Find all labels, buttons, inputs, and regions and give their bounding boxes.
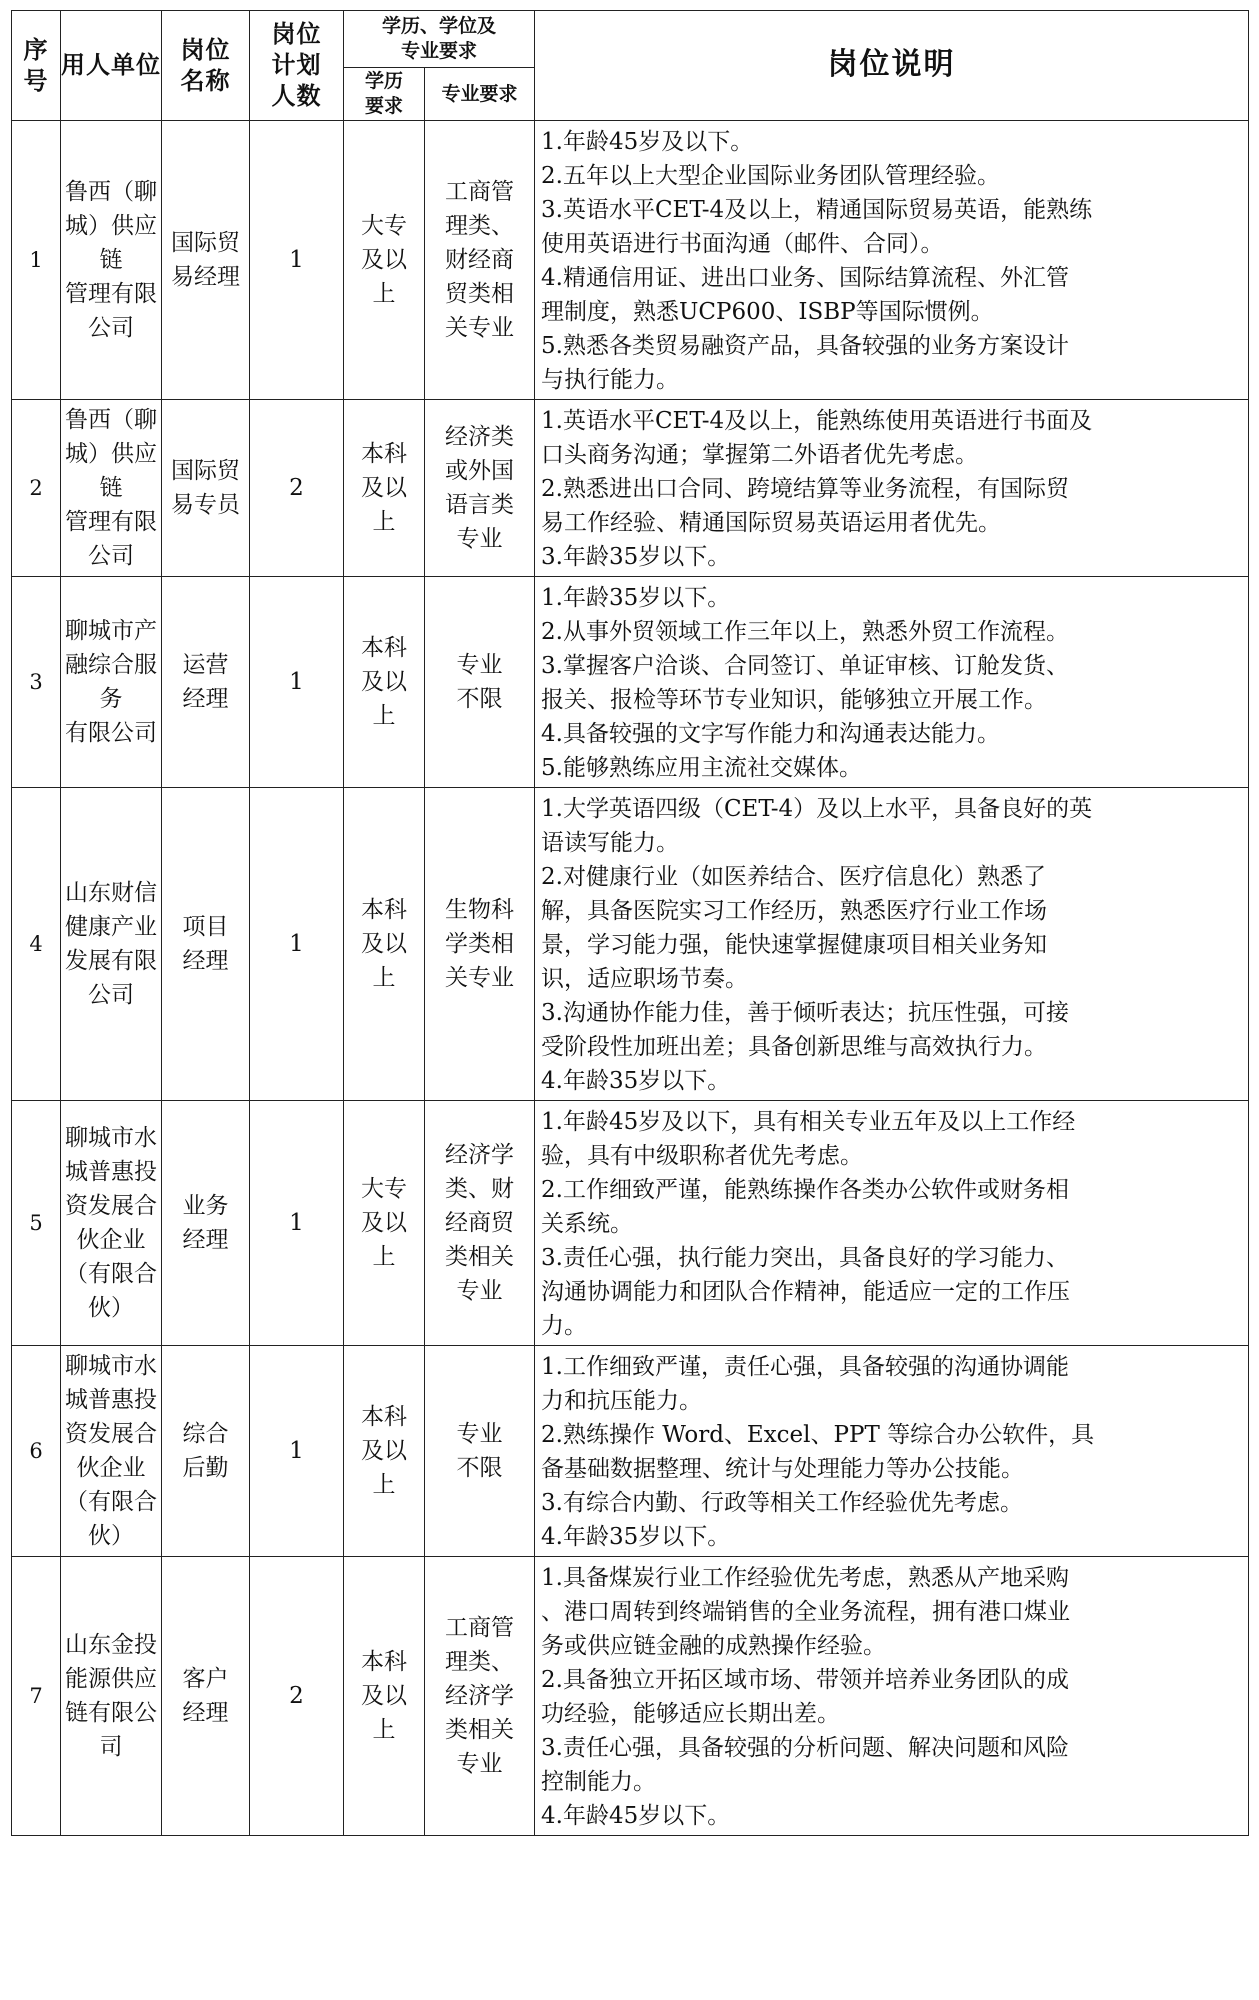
- cell-line: 山东金投: [65, 1632, 157, 1658]
- cell-line: 有限公司: [65, 720, 157, 746]
- cell-line: 山东财信: [65, 880, 157, 906]
- cell-line: 专业: [456, 1421, 503, 1447]
- cell-line: 上: [372, 281, 396, 307]
- cell-line: 本科: [361, 1404, 407, 1430]
- description-cell: [535, 121, 1249, 400]
- requirement-line: 1.年龄45岁及以下，具有相关专业五年及以上工作经: [541, 1109, 1076, 1135]
- cell-line: 本科: [361, 897, 407, 923]
- position-cell-lines: [171, 454, 240, 522]
- employer-cell: [61, 121, 162, 400]
- cell-line: 及以: [361, 931, 407, 957]
- cell-line: 伙企业: [76, 1227, 146, 1253]
- description-cell-lines: [541, 1561, 1070, 1833]
- major-cell: [425, 788, 535, 1101]
- major-cell: [425, 1101, 535, 1346]
- requirement-line: 3.责任心强，执行能力突出，具备良好的学习能力、: [541, 1245, 1069, 1271]
- table-row: [12, 1346, 1249, 1557]
- description-cell-lines: [541, 792, 1092, 1098]
- cell-line: 及以: [361, 475, 407, 501]
- description-cell: [535, 1346, 1249, 1557]
- seq-cell: 2: [12, 400, 61, 577]
- header-employer: 用人单位: [61, 11, 162, 121]
- cell-line: 健康产业: [65, 914, 157, 940]
- education-cell: [344, 121, 425, 400]
- cell-line: 务: [99, 686, 123, 712]
- cell-line: 理类、: [445, 213, 514, 239]
- requirement-line: 控制能力。: [541, 1769, 657, 1795]
- requirement-line: 3.沟通协作能力佳，善于倾听表达；抗压性强，可接: [541, 1000, 1069, 1026]
- cell-line: 专业: [456, 526, 503, 552]
- cell-line: 经理: [182, 686, 229, 712]
- cell-line: 易经理: [171, 264, 240, 290]
- header-major: 专业要求: [425, 68, 535, 121]
- description-cell-lines: [541, 1350, 1094, 1554]
- position-cell-lines: [183, 1662, 229, 1730]
- education-cell-lines: [361, 1172, 407, 1274]
- cell-line: 城普惠投: [65, 1159, 157, 1185]
- header-description: 岗位说明: [535, 11, 1249, 121]
- requirement-line: 1.大学英语四级（CET-4）及以上水平，具备良好的英: [541, 796, 1093, 822]
- cell-line: 综合: [182, 1421, 229, 1447]
- table-row: [12, 1557, 1249, 1836]
- cell-line: 及以: [361, 247, 407, 273]
- description-cell: [535, 1101, 1249, 1346]
- cell-line: 类相关: [445, 1717, 514, 1743]
- cell-line: 本科: [361, 635, 407, 661]
- requirement-line: 验，具有中级职称者优先考虑。: [541, 1143, 864, 1169]
- cell-line: 财经商: [445, 247, 514, 273]
- major-cell-lines: [445, 1138, 514, 1308]
- job-posting-table: [11, 10, 1249, 1836]
- description-cell-lines: [541, 1105, 1075, 1343]
- cell-line: 伙）: [88, 1295, 134, 1321]
- requirement-line: 2.工作细致严谨，能熟练操作各类办公软件或财务相: [541, 1177, 1069, 1203]
- cell-line: 上: [372, 703, 396, 729]
- table-row: [12, 121, 1249, 400]
- cell-line: 鲁西（聊: [65, 179, 157, 205]
- cell-line: 关专业: [445, 315, 514, 341]
- headcount-cell: 1: [250, 788, 344, 1101]
- table-row: [12, 1101, 1249, 1346]
- table-row: [12, 788, 1249, 1101]
- description-cell: [535, 788, 1249, 1101]
- cell-line: 不限: [456, 1455, 503, 1481]
- cell-line: 伙）: [88, 1523, 134, 1549]
- position-cell: [162, 121, 250, 400]
- major-cell: [425, 1557, 535, 1836]
- cell-line: 管理有限: [65, 281, 157, 307]
- cell-line: 公司: [88, 982, 134, 1008]
- cell-line: 经理: [182, 1700, 229, 1726]
- requirement-line: 3.掌握客户洽谈、合同签订、单证审核、订舱发货、: [541, 653, 1069, 679]
- headcount-cell: 1: [250, 1101, 344, 1346]
- header-seq: 序 号: [12, 11, 61, 121]
- education-cell-lines: [361, 209, 407, 311]
- cell-line: 大专: [361, 1176, 407, 1202]
- requirement-line: 、港口周转到终端销售的全业务流程，拥有港口煤业: [541, 1599, 1071, 1625]
- position-cell: [162, 577, 250, 788]
- position-cell: [162, 1101, 250, 1346]
- cell-line: 发展有限: [65, 948, 157, 974]
- position-cell: [162, 1557, 250, 1836]
- cell-line: 链有限公: [65, 1700, 157, 1726]
- headcount-cell: 2: [250, 1557, 344, 1836]
- cell-line: 上: [372, 1472, 396, 1498]
- education-cell-lines: [361, 437, 407, 539]
- requirement-line: 报关、报检等环节专业知识，能够独立开展工作。: [541, 687, 1048, 713]
- requirement-line: 关系统。: [541, 1211, 634, 1237]
- cell-line: 城普惠投: [65, 1387, 157, 1413]
- requirement-line: 4.年龄35岁以下。: [541, 1068, 731, 1094]
- cell-line: 理类、: [445, 1649, 514, 1675]
- requirement-line: 4.年龄35岁以下。: [541, 1524, 731, 1550]
- cell-line: 类相关: [445, 1244, 514, 1270]
- cell-line: 链: [99, 247, 123, 273]
- requirement-line: 4.精通信用证、进出口业务、国际结算流程、外汇管: [541, 265, 1069, 291]
- employer-cell: [61, 400, 162, 577]
- requirement-line: 解，具备医院实习工作经历，熟悉医疗行业工作场: [541, 898, 1048, 924]
- education-cell-lines: [361, 1400, 407, 1502]
- table-row: [12, 577, 1249, 788]
- cell-line: 国际贸: [171, 458, 240, 484]
- position-cell-lines: [183, 648, 229, 716]
- position-cell: [162, 400, 250, 577]
- cell-line: 聊城市水: [65, 1353, 157, 1379]
- education-cell-lines: [361, 631, 407, 733]
- cell-line: （有限合: [65, 1261, 157, 1287]
- cell-line: 经济类: [445, 424, 514, 450]
- cell-line: 专业: [456, 652, 503, 678]
- requirement-line: 1.英语水平CET-4及以上，能熟练使用英语进行书面及: [541, 408, 1093, 434]
- table-header: [12, 11, 1249, 121]
- employer-cell-lines: [65, 175, 157, 345]
- cell-line: 或外国: [445, 458, 514, 484]
- header-education: 学历 要求: [344, 68, 425, 121]
- cell-line: 项目: [182, 914, 229, 940]
- cell-line: 专业: [456, 1278, 503, 1304]
- requirement-line: 力和抗压能力。: [541, 1388, 703, 1414]
- cell-line: 学类相: [445, 931, 514, 957]
- major-cell-lines: [445, 893, 514, 995]
- requirement-line: 1.年龄35岁以下。: [541, 585, 731, 611]
- cell-line: 上: [372, 1244, 396, 1270]
- requirement-line: 5.熟悉各类贸易融资产品，具备较强的业务方案设计: [541, 333, 1069, 359]
- requirement-line: 与执行能力。: [541, 367, 680, 393]
- description-cell-lines: [541, 404, 1092, 574]
- cell-line: 公司: [88, 543, 134, 569]
- requirement-line: 受阶段性加班出差；具备创新思维与高效执行力。: [541, 1034, 1048, 1060]
- cell-line: 经济学: [445, 1142, 514, 1168]
- requirement-line: 3.英语水平CET-4及以上，精通国际贸易英语，能熟练: [541, 197, 1093, 223]
- description-cell: [535, 1557, 1249, 1836]
- employer-cell-lines: [65, 614, 157, 750]
- requirement-line: 2.五年以上大型企业国际业务团队管理经验。: [541, 163, 1000, 189]
- seq-cell: 6: [12, 1346, 61, 1557]
- cell-line: 运营: [182, 652, 229, 678]
- major-cell: [425, 577, 535, 788]
- major-cell-lines: [445, 420, 514, 556]
- education-cell-lines: [361, 893, 407, 995]
- major-cell: [425, 400, 535, 577]
- major-cell: [425, 1346, 535, 1557]
- requirement-line: 口头商务沟通；掌握第二外语者优先考虑。: [541, 442, 979, 468]
- cell-line: 能源供应: [65, 1666, 157, 1692]
- cell-line: 本科: [361, 1649, 407, 1675]
- cell-line: 国际贸: [171, 230, 240, 256]
- employer-cell: [61, 1101, 162, 1346]
- cell-line: 公司: [88, 315, 134, 341]
- position-cell-lines: [171, 226, 240, 294]
- employer-cell-lines: [65, 403, 157, 573]
- requirement-line: 4.年龄45岁以下。: [541, 1803, 731, 1829]
- cell-line: 及以: [361, 1683, 407, 1709]
- cell-line: 本科: [361, 441, 407, 467]
- requirement-line: 力。: [541, 1313, 588, 1339]
- position-cell-lines: [183, 910, 229, 978]
- cell-line: 业务: [182, 1193, 229, 1219]
- cell-line: 语言类: [445, 492, 514, 518]
- requirement-line: 使用英语进行书面沟通（邮件、合同）。: [541, 231, 944, 257]
- requirement-line: 理制度，熟悉UCP600、ISBP等国际惯例。: [541, 299, 994, 325]
- seq-cell: 7: [12, 1557, 61, 1836]
- position-cell: [162, 788, 250, 1101]
- employer-cell: [61, 788, 162, 1101]
- cell-line: 聊城市产: [65, 618, 157, 644]
- cell-line: 城）供应: [65, 213, 157, 239]
- position-cell: [162, 1346, 250, 1557]
- requirement-line: 2.对健康行业（如医养结合、医疗信息化）熟悉了: [541, 864, 1046, 890]
- header-position: 岗位 名称: [162, 11, 250, 121]
- cell-line: 及以: [361, 669, 407, 695]
- requirement-line: 1.具备煤炭行业工作经验优先考虑，熟悉从产地采购: [541, 1565, 1069, 1591]
- requirement-line: 2.熟练操作 Word、Excel、PPT 等综合办公软件，具: [541, 1422, 1095, 1448]
- cell-line: 资发展合: [65, 1421, 157, 1447]
- cell-line: （有限合: [65, 1489, 157, 1515]
- header-headcount: 岗位 计划 人数: [250, 11, 344, 121]
- cell-line: 工商管: [445, 1615, 514, 1641]
- requirement-line: 景，学习能力强，能快速掌握健康项目相关业务知: [541, 932, 1048, 958]
- cell-line: 上: [372, 965, 396, 991]
- cell-line: 及以: [361, 1438, 407, 1464]
- requirement-line: 备基础数据整理、统计与处理能力等办公技能。: [541, 1456, 1025, 1482]
- cell-line: 关专业: [445, 965, 514, 991]
- requirement-line: 易工作经验、精通国际贸易英语运用者优先。: [541, 510, 1002, 536]
- cell-line: 管理有限: [65, 509, 157, 535]
- requirement-line: 语读写能力。: [541, 830, 680, 856]
- requirement-line: 2.熟悉进出口合同、跨境结算等业务流程，有国际贸: [541, 476, 1069, 502]
- requirement-line: 2.具备独立开拓区域市场、带领并培养业务团队的成: [541, 1667, 1069, 1693]
- cell-line: 经济学: [445, 1683, 514, 1709]
- header-education-group: 学历、学位及 专业要求: [344, 11, 535, 68]
- table-body: [12, 121, 1249, 1836]
- employer-cell-lines: [65, 1121, 157, 1325]
- requirement-line: 2.从事外贸领域工作三年以上，熟悉外贸工作流程。: [541, 619, 1069, 645]
- description-cell: [535, 577, 1249, 788]
- requirement-line: 1.工作细致严谨，责任心强，具备较强的沟通协调能: [541, 1354, 1069, 1380]
- employer-cell-lines: [65, 1628, 157, 1764]
- position-cell-lines: [183, 1417, 229, 1485]
- cell-line: 上: [372, 509, 396, 535]
- requirement-line: 务或供应链金融的成熟操作经验。: [541, 1633, 887, 1659]
- cell-line: 聊城市水: [65, 1125, 157, 1151]
- table-row: [12, 400, 1249, 577]
- position-cell-lines: [183, 1189, 229, 1257]
- cell-line: 生物科: [445, 897, 514, 923]
- headcount-cell: 2: [250, 400, 344, 577]
- headcount-cell: 1: [250, 1346, 344, 1557]
- cell-line: 类、财: [445, 1176, 514, 1202]
- requirement-line: 1.年龄45岁及以下。: [541, 129, 754, 155]
- seq-cell: 4: [12, 788, 61, 1101]
- major-cell: [425, 121, 535, 400]
- requirement-line: 3.年龄35岁以下。: [541, 544, 731, 570]
- cell-line: 融综合服: [65, 652, 157, 678]
- cell-line: 及以: [361, 1210, 407, 1236]
- employer-cell-lines: [65, 876, 157, 1012]
- requirement-line: 4.具备较强的文字写作能力和沟通表达能力。: [541, 721, 1000, 747]
- requirement-line: 功经验，能够适应长期出差。: [541, 1701, 841, 1727]
- cell-line: 经理: [182, 948, 229, 974]
- seq-cell: 3: [12, 577, 61, 788]
- cell-line: 司: [99, 1734, 123, 1760]
- cell-line: 专业: [456, 1751, 503, 1777]
- requirement-line: 3.责任心强，具备较强的分析问题、解决问题和风险: [541, 1735, 1069, 1761]
- cell-line: 鲁西（聊: [65, 407, 157, 433]
- cell-line: 资发展合: [65, 1193, 157, 1219]
- cell-line: 伙企业: [76, 1455, 146, 1481]
- education-cell: [344, 400, 425, 577]
- cell-line: 不限: [456, 686, 503, 712]
- seq-cell: 1: [12, 121, 61, 400]
- employer-cell: [61, 1346, 162, 1557]
- major-cell-lines: [445, 1611, 514, 1781]
- employer-cell: [61, 577, 162, 788]
- education-cell: [344, 1346, 425, 1557]
- employer-cell: [61, 1557, 162, 1836]
- cell-line: 易专员: [171, 492, 240, 518]
- employer-cell-lines: [65, 1349, 157, 1553]
- education-cell-lines: [361, 1645, 407, 1747]
- cell-line: 经理: [182, 1227, 229, 1253]
- cell-line: 上: [372, 1717, 396, 1743]
- cell-line: 经商贸: [445, 1210, 514, 1236]
- description-cell-lines: [541, 581, 1069, 785]
- description-cell-lines: [541, 125, 1092, 397]
- requirement-line: 沟通协调能力和团队合作精神，能适应一定的工作压: [541, 1279, 1071, 1305]
- education-cell: [344, 577, 425, 788]
- seq-cell: 5: [12, 1101, 61, 1346]
- education-cell: [344, 788, 425, 1101]
- cell-line: 客户: [182, 1666, 229, 1692]
- description-cell: [535, 400, 1249, 577]
- major-cell-lines: [457, 1417, 503, 1485]
- requirement-line: 3.有综合内勤、行政等相关工作经验优先考虑。: [541, 1490, 1023, 1516]
- headcount-cell: 1: [250, 121, 344, 400]
- cell-line: 大专: [361, 213, 407, 239]
- cell-line: 链: [99, 475, 123, 501]
- major-cell-lines: [457, 648, 503, 716]
- cell-line: 工商管: [445, 179, 514, 205]
- requirement-line: 5.能够熟练应用主流社交媒体。: [541, 755, 862, 781]
- education-cell: [344, 1101, 425, 1346]
- cell-line: 城）供应: [65, 441, 157, 467]
- requirement-line: 识，适应职场节奏。: [541, 966, 749, 992]
- education-cell: [344, 1557, 425, 1836]
- cell-line: 贸类相: [445, 281, 514, 307]
- headcount-cell: 1: [250, 577, 344, 788]
- cell-line: 后勤: [182, 1455, 229, 1481]
- major-cell-lines: [445, 175, 514, 345]
